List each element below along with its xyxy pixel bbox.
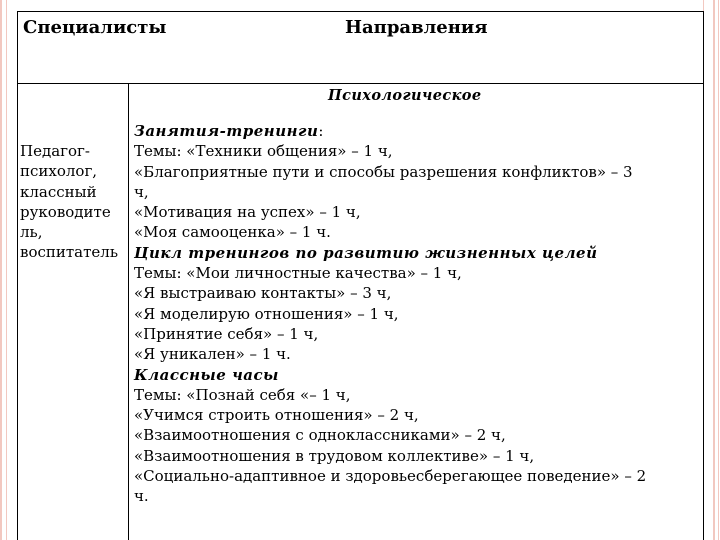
directions-cell bbox=[134, 121, 699, 507]
topic-line: «Социально-адаптивное и здоровьесберегающее поведение» – 2 bbox=[134, 467, 647, 486]
specialist-line: классный bbox=[20, 182, 97, 201]
topic-line: «Я выстраиваю контакты» – 3 ч, bbox=[134, 284, 392, 303]
frame-line-right-outer bbox=[718, 0, 719, 540]
section-heading-trainings bbox=[134, 121, 699, 141]
specialist-line: руководите bbox=[20, 202, 111, 221]
section-heading-colon: : bbox=[318, 122, 324, 140]
direction-subheader: Психологическое bbox=[328, 87, 482, 104]
topic-line: «Благоприятные пути и способы разрешения конфликтов» – 3 bbox=[134, 162, 633, 181]
topic-line: Темы: «Мои личностные качества» – 1 ч, bbox=[134, 264, 462, 283]
topic-line: «Мотивация на успех» – 1 ч, bbox=[134, 203, 361, 222]
section-heading-class-hours: Классные часы bbox=[134, 365, 279, 384]
specialists-cell bbox=[20, 141, 126, 263]
section-heading-life-goals: Цикл тренингов по развитию жизненных целей bbox=[134, 243, 598, 262]
header-directions: Направления bbox=[345, 17, 488, 38]
topic-line: «Взаимоотношения в трудовом коллективе» – 1 ч, bbox=[134, 446, 535, 465]
frame-line-left bbox=[0, 0, 2, 540]
topic-line: ч, bbox=[134, 182, 149, 201]
topic-line: Темы: «Познай себя «– 1 ч, bbox=[134, 385, 351, 404]
table-header-row bbox=[18, 12, 703, 84]
topic-line: «Взаимоотношения с одноклассниками» – 2 ч, bbox=[134, 426, 506, 445]
specialist-line: воспитатель bbox=[20, 243, 118, 262]
specialist-line: психолог, bbox=[20, 162, 98, 181]
column-divider bbox=[128, 84, 129, 540]
frame-line-left-inner bbox=[6, 0, 7, 540]
topic-line: ч. bbox=[134, 487, 149, 506]
topic-line: «Я уникален» – 1 ч. bbox=[134, 345, 291, 364]
topic-line: «Учимся строить отношения» – 2 ч, bbox=[134, 406, 419, 425]
topic-line: «Принятие себя» – 1 ч, bbox=[134, 324, 319, 343]
specialists-table bbox=[17, 11, 704, 540]
topic-line: Темы: «Техники общения» – 1 ч, bbox=[134, 142, 393, 161]
topic-line: «Я моделирую отношения» – 1 ч, bbox=[134, 304, 399, 323]
topic-line: «Моя самооценка» – 1 ч. bbox=[134, 223, 331, 242]
specialist-line: Педагог- bbox=[20, 142, 90, 160]
header-specialists: Специалисты bbox=[23, 17, 167, 38]
section-heading-text: Занятия-тренинги bbox=[134, 122, 319, 140]
frame-line-right bbox=[713, 0, 715, 540]
specialist-line: ль, bbox=[20, 223, 43, 242]
